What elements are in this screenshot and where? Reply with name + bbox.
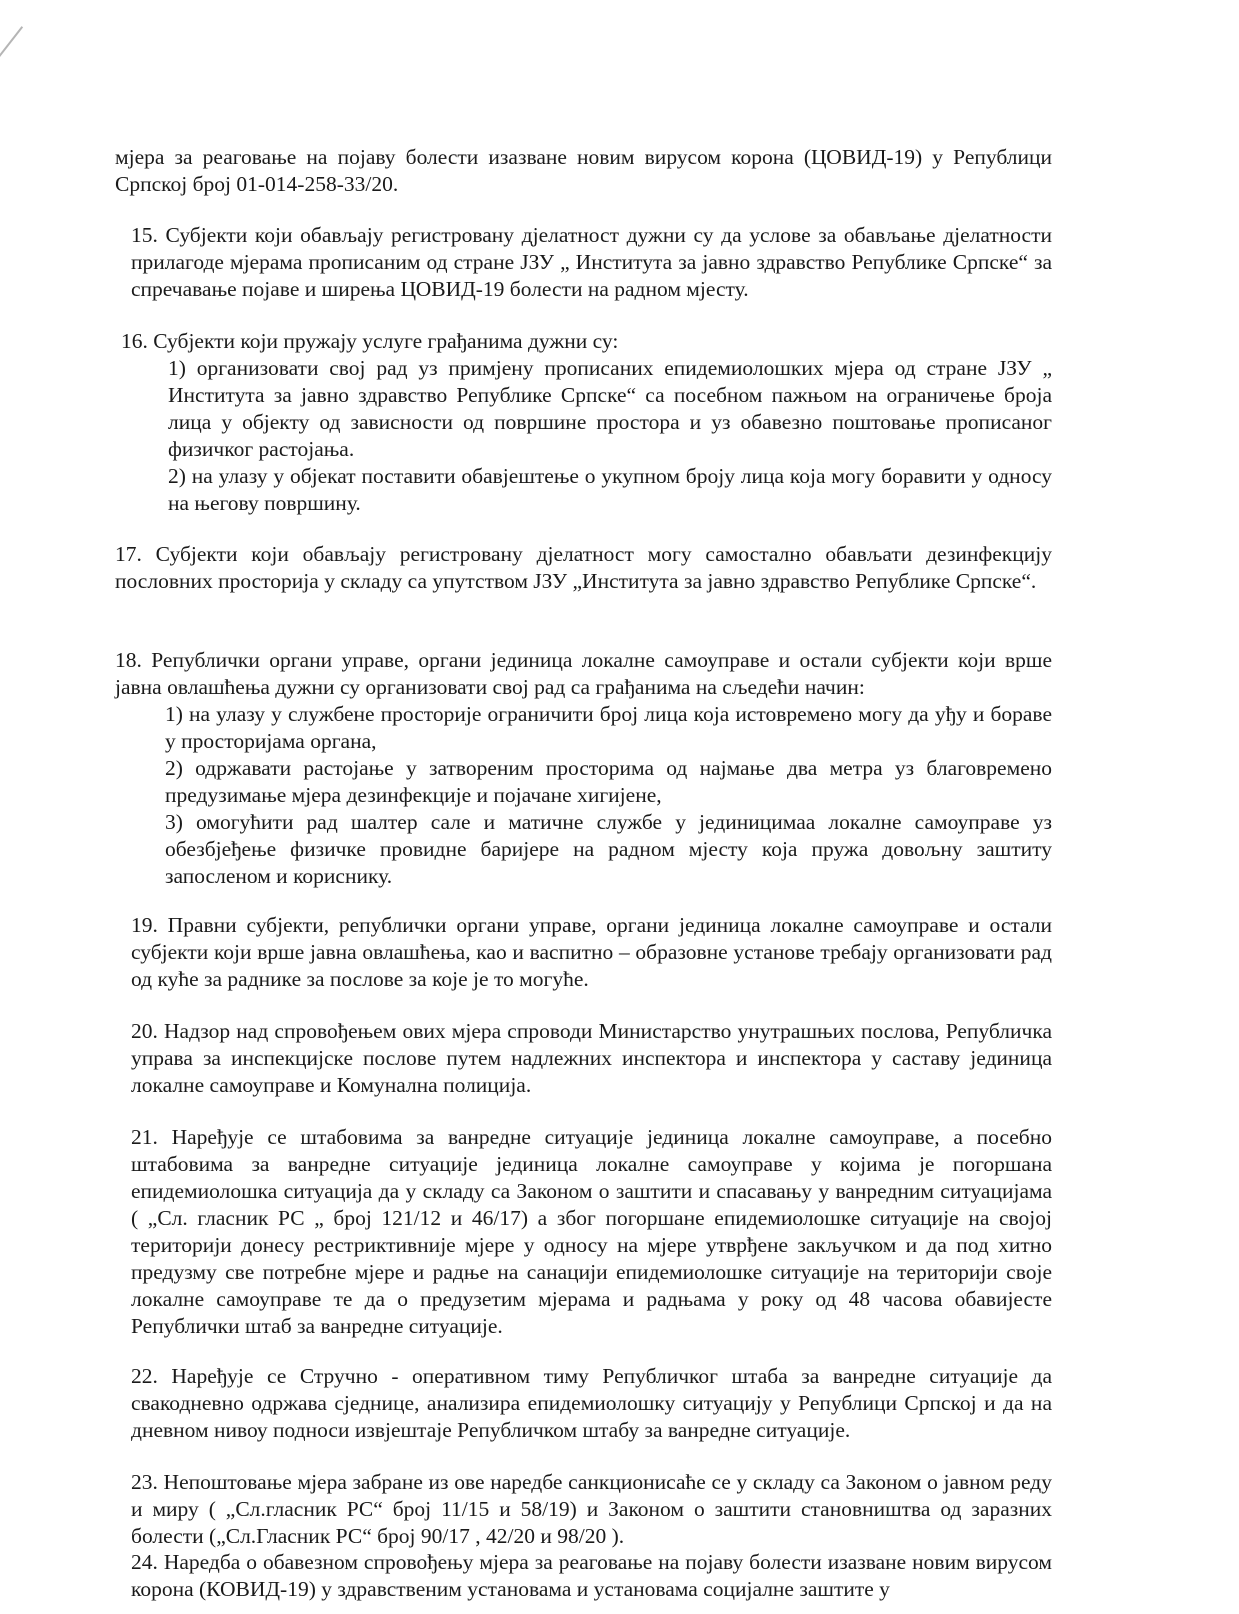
item-17-paragraph: 17. Субјекти који обављају регистровану дјелатност могу самостално обављати дезинфекцију пословних просторија у складу са упутством ЈЗУ „Института за јавно здравство Републике Српске“. (115, 542, 1052, 593)
item-20-paragraph: 20. Надзор над спровођењем ових мјера спроводи Министарство унутрашњих послова, Републичка управа за инспекцијске послове путем надлежних инспектора и инспектора у саставу јединица локалне самоуправе и Комунална полиција. (131, 1019, 1052, 1097)
scan-edge-mark (0, 26, 23, 63)
item-16-sub-1: 1) организовати свој рад уз примјену прописаних епидемиолошких мјера од стране ЈЗУ „ Института за јавно здравство Републике Српске“ са посебном пажњом на ограничење броја лица у објекту од зависности од површине простора и уз обавезно поштовање прописаног физичког растојања. (168, 356, 1052, 461)
item-18-sub-1: 1) на улазу у службене просторије ограничити број лица која истовремено могу да уђу и бораве у просторијама органа, (165, 702, 1052, 753)
item-18-sub-2: 2) одржавати растојање у затвореним просторима од најмање два метра уз благовремено предузимање мјера дезинфекције и појачане хигијене, (165, 756, 1052, 807)
item-23-paragraph: 23. Непоштовање мјера забране из ове наредбе санкционисаће се у складу са Законом о јавном реду и миру ( „Сл.гласник РС“ број 11/15 и 58/19) и Законом о заштити становништва од заразних болести („Сл.Гласник РС“ број 90/17 , 42/20 и 98/20 ). (131, 1470, 1052, 1548)
item-24-paragraph: 24. Наредба о обавезном спровођењу мјера за реаговање на појаву болести изазване новим вирусом корона (КОВИД-19) у здравственим установама и установама социјалне заштите у (131, 1550, 1052, 1601)
item-19-paragraph: 19. Правни субјекти, републички органи управе, органи јединица локалне самоуправе и остали субјекти који врше јавна овлашћења, као и васпитно – образовне установе требају организовати рад од куће за раднике за послове за које је то могуће. (131, 913, 1052, 991)
item-18-block (115, 647, 1052, 890)
item-22-paragraph: 22. Наређује се Стручно - оперативном тиму Републичког штаба за ванредне ситуације да свакодневно одржава сједнице, анализира епидемиолошку ситуацију у Републици Српској и да на дневном нивоу подноси извјештаје Републичком штабу за ванредне ситуације. (131, 1364, 1052, 1442)
item-16-sub-2: 2) на улазу у објекат поставити обавјештење о укупном броју лица која могу боравити у односу на његову површину. (168, 464, 1052, 515)
item-16-block (121, 328, 1052, 517)
item-18-lead: 18. Републички органи управе, органи јединица локалне самоуправе и остали субјекти који врше јавна овлашћења дужни су организовати свој рад са грађанима на сљедећи начин: (115, 648, 1052, 699)
item-18-sub-3: 3) омогућити рад шалтер сале и матичне службе у јединицимаа локалне самоуправе уз обезбјеђење физичке провидне баријере на радном мјесту која пружа довољну заштиту запосленом и кориснику. (165, 810, 1052, 888)
item-15-paragraph: 15. Субјекти који обављају регистровану дјелатност дужни су да услове за обављање дјелатности прилагоде мјерама прописаним од стране ЈЗУ „ Института за јавно здравство Републике Српске“ за спречавање појаве и ширења ЦОВИД-19 болести на радном мјесту. (131, 223, 1052, 301)
item-16-lead: 16. Субјекти који пружају услуге грађанима дужни су: (121, 329, 619, 353)
item-21-paragraph: 21. Наређује се штабовима за ванредне ситуације јединица локалне самоуправе, а посебно штабовима за ванредне ситуације јединица локалне самоуправе у којима је погоршана епидемиолошка ситуација да у складу са Законом о заштити и спасавању у ванредним ситуацијама ( „Сл. гласник РС „ број 121/12 и 46/17) а због погоршане епидемиолошке ситуације на својој територији донесу рестриктивније мјере у односу на мјере утврђене закључком и да под хитно предузму све потребне мјере и радње на санацији епидемиолошке ситуације на територији своје локалне самоуправе те да о предузетим мјерама и радњама у року од 48 часова обавијесте Републички штаб за ванредне ситуације. (131, 1125, 1052, 1338)
intro-paragraph: мјера за реаговање на појаву болести изазване новим вирусом корона (ЦОВИД-19) у Републици Српској број 01-014-258-33/20. (115, 145, 1052, 196)
